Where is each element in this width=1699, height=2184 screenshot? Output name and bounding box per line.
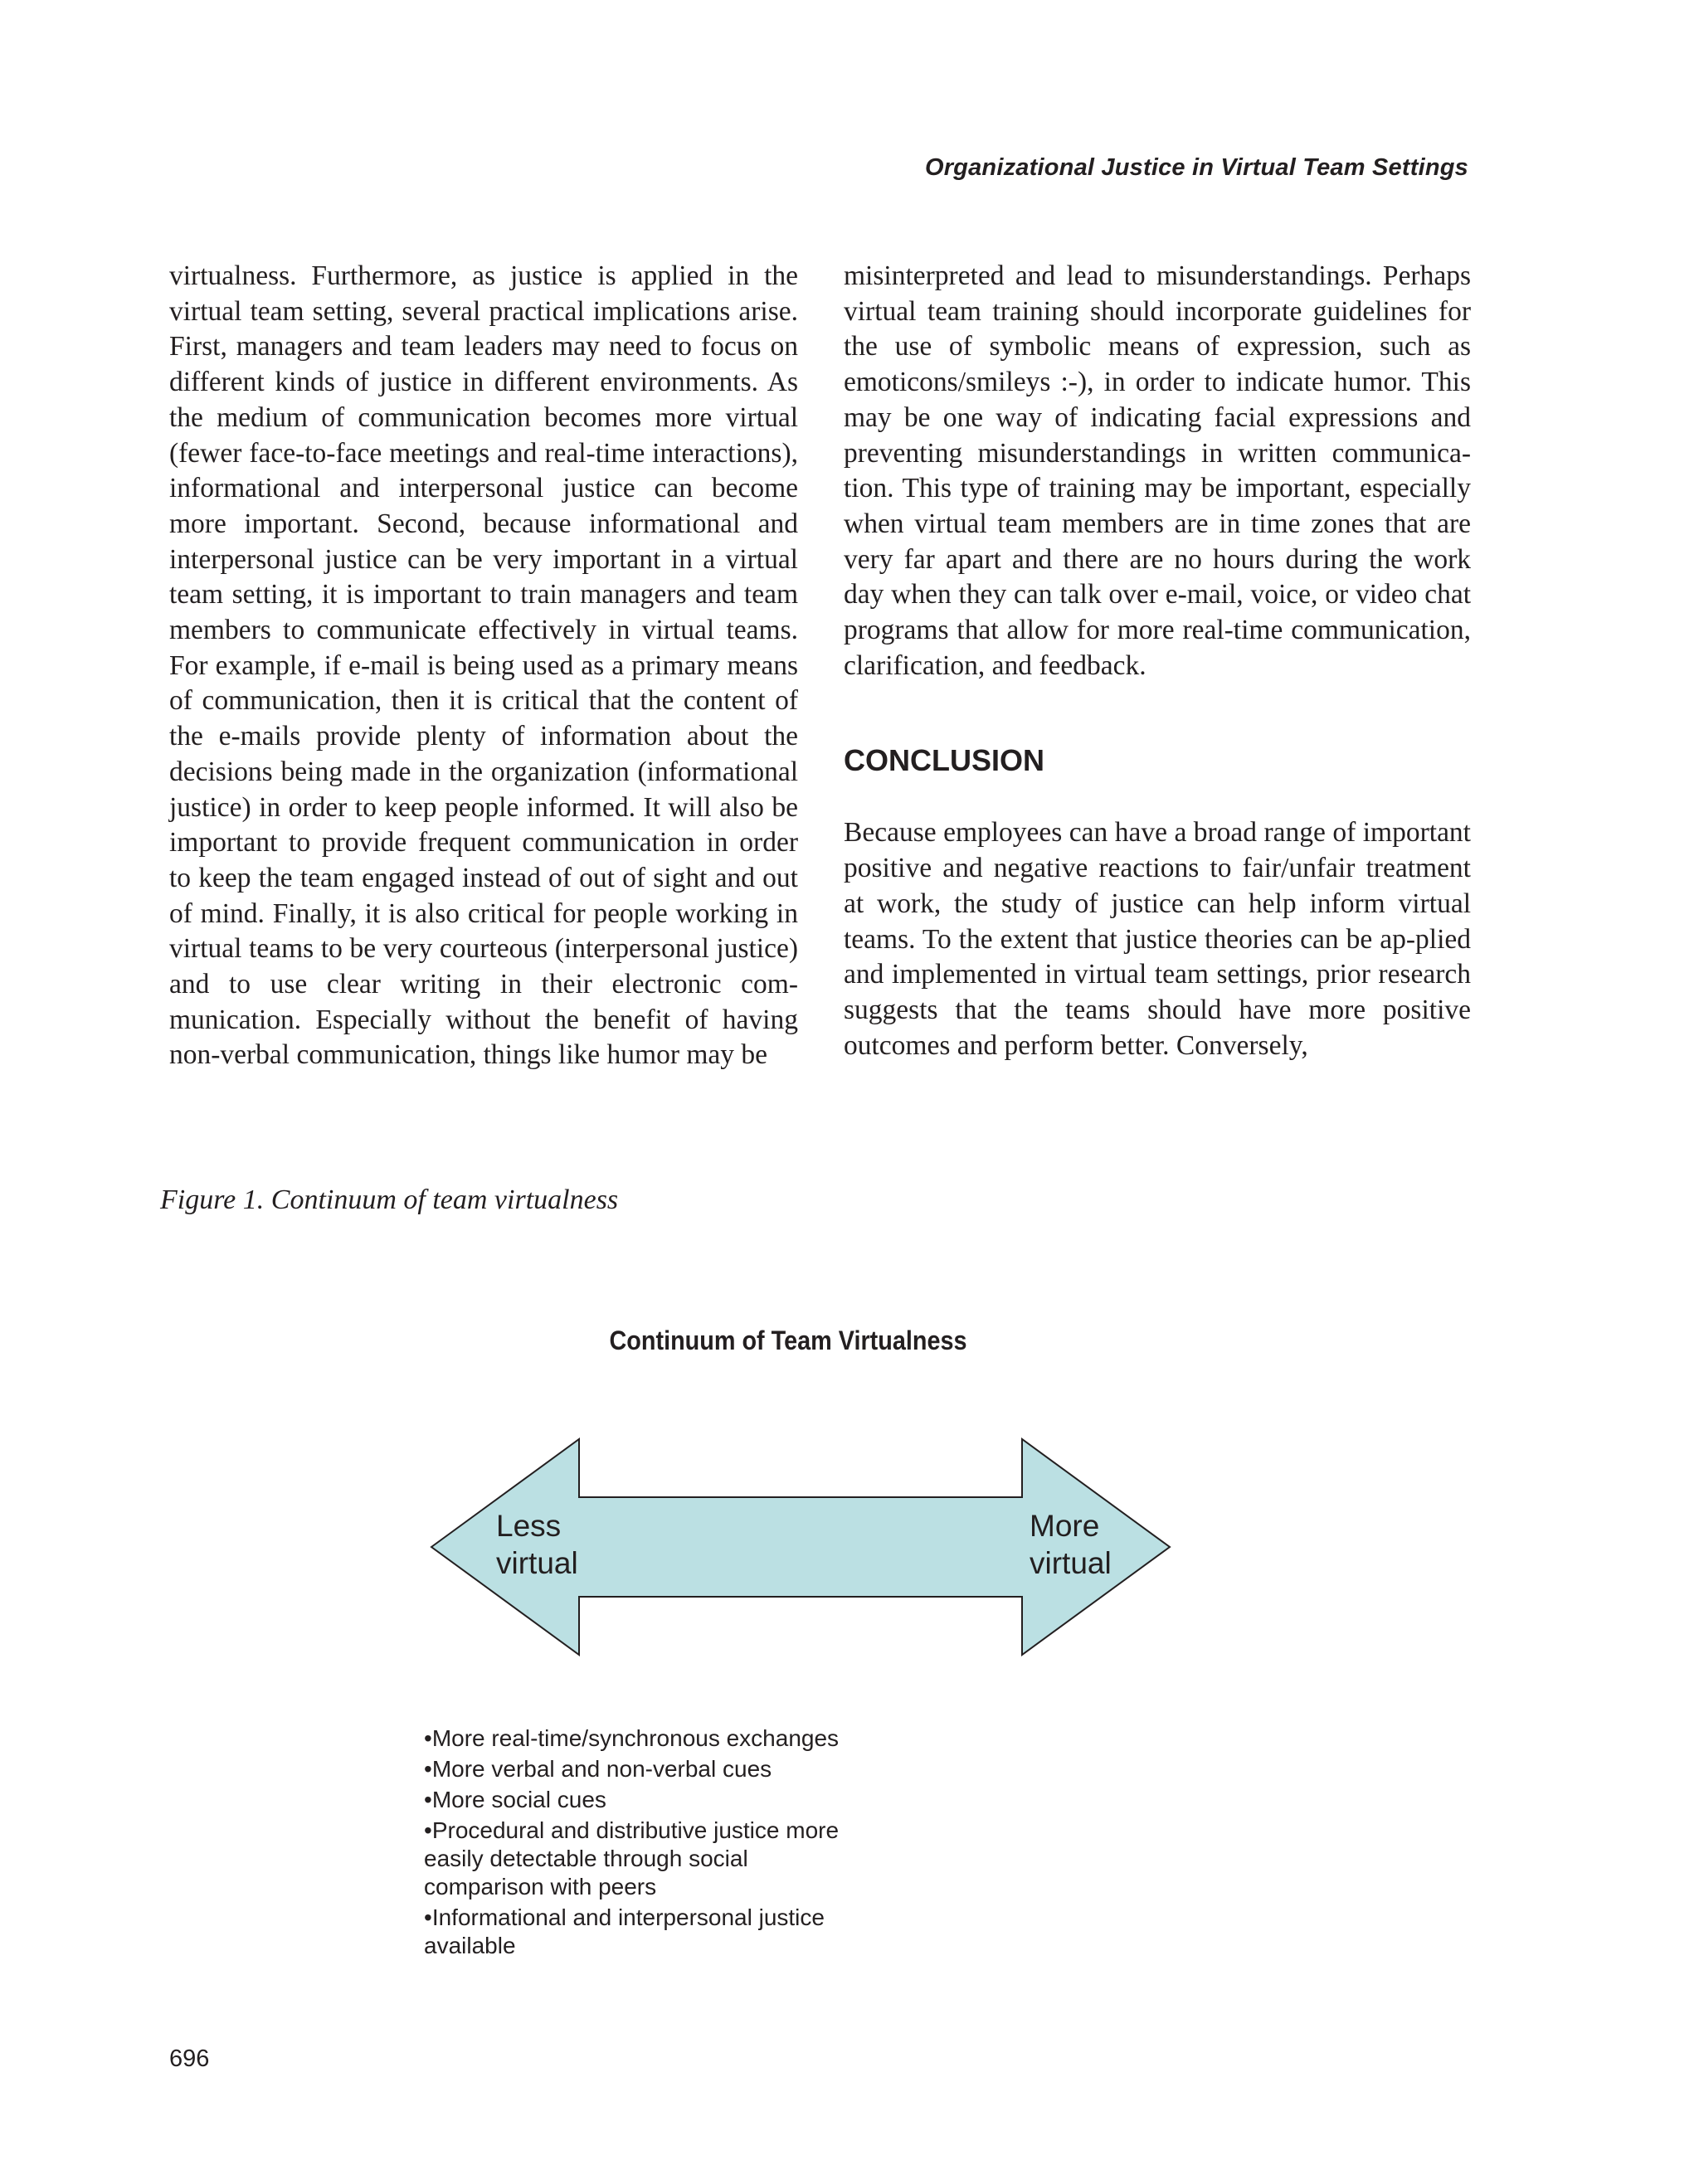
less-label-line1: Less xyxy=(496,1509,562,1543)
less-virtual-label xyxy=(496,1507,578,1582)
bullet-item: • More social cues xyxy=(424,1786,855,1814)
less-label-line2: virtual xyxy=(496,1546,578,1580)
right-column xyxy=(844,259,1471,1063)
conclusion-heading: CONCLUSION xyxy=(844,743,1044,778)
body-paragraph: virtualness. Furthermore, as justice is applied in the virtual team setting, several practical implications arise. First, managers and team leaders may need to focus on different kinds of justice in different environments. As the medium of communication becomes more virtual (fewer face-to-face meetings and real-time interactions), informational and interpersonal justice can become more important. Second, because informational and interpersonal justice can be very important in a virtual team setting, it is important to train managers and team members to communicate effectively in virtual teams. For example, if e-mail is being used as a primary means of communication, then it is critical that the content of the e-mails provide plenty of information about the decisions being made in the organization (informational justice) in order to keep people informed. It will also be important to provide frequent communication in order to keep the team engaged instead of out of sight and out of mind. Finally, it is also critical for people working in virtual teams to be very courteous (interpersonal justice) and to use clear writing in their electronic com-munication. Especially without the benefit of having non-verbal communication, things like humor may be xyxy=(169,260,798,1071)
page-number: 696 xyxy=(169,2045,210,2072)
more-label-line1: More xyxy=(1030,1509,1100,1543)
diagram-title: Continuum of Team Virtualness xyxy=(609,1325,967,1355)
conclusion-paragraph: Because employees can have a broad range of important positive and negative reactions to fair/unfair treatment at work, the study of justice can help inform virtual teams. To the extent that justice theories can be ap-plied and implemented in virtual team settings, prior research suggests that the teams should have more positive outcomes and perform better. Conversely, xyxy=(844,817,1471,1061)
running-head-title: Organizational Justice in Virtual Team Settings xyxy=(924,154,1468,181)
more-virtual-label xyxy=(1030,1507,1112,1582)
body-paragraph: misinterpreted and lead to misunderstandings. Perhaps virtual team training should incorporate guidelines for the use of symbolic means of expression, such as emoticons/smileys :-), in order to indicate humor. This may be one way of indicating facial expressions and preventing misunderstandings in written communica-tion. This type of training may be important, especially when virtual team members are in time zones that are very far apart and there are no hours during the work day when they can talk over e-mail, voice, or video chat programs that allow for more real-time communication, clarification, and feedback. xyxy=(844,260,1471,681)
more-label-line2: virtual xyxy=(1030,1546,1112,1580)
left-column xyxy=(169,259,798,1073)
bullet-item: • Procedural and distributive justice more easily detectable through social comparison with peers xyxy=(424,1817,855,1901)
bullet-item: • Informational and interpersonal justice available xyxy=(424,1904,855,1960)
figure-caption: Figure 1. Continuum of team virtualness xyxy=(160,1184,619,1215)
less-virtual-characteristics-list xyxy=(424,1724,855,1963)
bullet-item: • More verbal and non-verbal cues xyxy=(424,1755,855,1783)
bullet-item: • More real-time/synchronous exchanges xyxy=(424,1724,855,1753)
